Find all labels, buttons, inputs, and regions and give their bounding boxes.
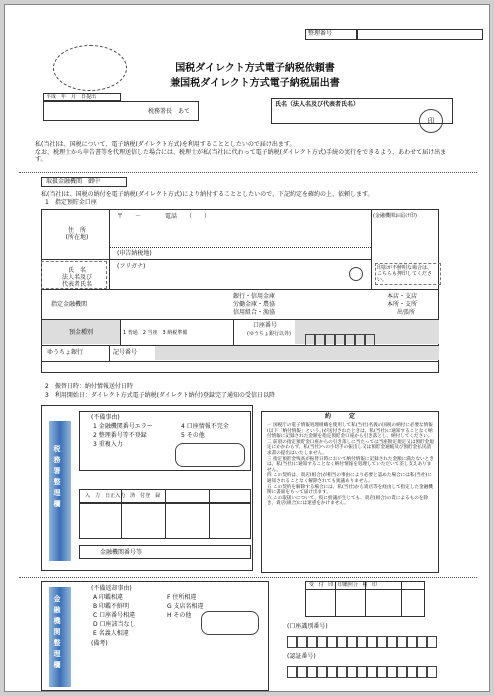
branch-type-1: 本店・支店 (387, 293, 418, 300)
bank-side-label: 金融機関整理欄 (53, 595, 61, 672)
name-seal-circle (349, 267, 363, 281)
bank-section (41, 581, 269, 691)
bank-reason-e: E 名義人相違 (93, 630, 129, 637)
bank-seal-label: (金融機関お届け印) (373, 213, 417, 219)
agreement-item-1: 一 国税庁の電子情報処理組織を使用して私(当社)名義の国税の納付に必要な情報(以下「納付情報」という。)が送付されたときは、私(当社)に通知することなく納付情報に記録された金額を指定預貯金口座から引き落とし、納付してください。 (267, 423, 433, 440)
institution-type-1: 銀行・信用金庫 (233, 293, 276, 300)
bank-remarks: (備考) (91, 640, 108, 647)
bank-reasons-title: (不備返却事由) (91, 585, 132, 592)
yucho-number-label: 記号番号 (113, 349, 138, 356)
institution-type-3: 信用組合・漁協 (233, 309, 276, 316)
bank-reason-h: H その他 (167, 612, 192, 619)
intro-line-2: なお、税理士から申告書等を代理送信した場合には、税理士が私(当社)に代わって電子納税(ダイレクト方式)手続の実行をできるよう、あわせて届け出ます。 (35, 149, 447, 163)
item-3-start: 3 利用開始日：ダイレクト方式電子納税(ダイレクト納付)登録完了通知の受信日以降 (45, 392, 276, 399)
account-type-label: 預金種別 (69, 329, 94, 336)
tax-reason-2: 2 整理番号等不登録 (93, 432, 147, 439)
account-number-label: 口座番号 (253, 322, 278, 329)
agreement-item-3: 三 指定預貯金残高が振替日時において納付情報に記録された金額に満たないときは、私(当社)に通知することなく納付情報を処理していただいて差し支えありません。 (267, 456, 434, 473)
bank-reason-d: D 口座該当なし (93, 621, 136, 628)
bank-reason-b: B 印鑑不鮮明 (93, 603, 130, 610)
receipt-stamp-area (53, 45, 127, 91)
form-title-2: 兼国税ダイレクト方式電子納税届出書 (170, 78, 340, 89)
yucho-label: ゆうちょ銀行 (47, 349, 84, 356)
bank-other-field[interactable] (201, 611, 259, 635)
tax-reasons-title: (不備事由) (91, 414, 120, 421)
intro-line-1: 私(当社)は、国税について、電子納税(ダイレクト方式)を利用することとしたいので届け出ます。 (35, 141, 296, 148)
institution-label: 指定金融機関 (51, 301, 88, 308)
agreement-item-4: 四 この契約は、貴店(組合)が相当の事由により必要と認めた場合には私(当社)に通知されることなく解除されても異議ありません。 (267, 473, 432, 484)
receipt-grid-header: 受 付 印 印鑑照合 検 印 (309, 582, 378, 588)
record-number-label: (認証番号) (287, 653, 316, 660)
account-types: 1 普通 2 当座 3 納税準備 (123, 330, 188, 336)
agreement-item-6: 六 この取扱いについて、仮に紛議が生じても、貴店(組合)の責によるものを除き、貴店(組合)には迷惑をかけません。 (267, 495, 429, 507)
seal-note: 印影が不鮮明な場合は、 こちらも押印してください。 (375, 263, 441, 285)
tax-office-side-label: 税務署整理欄 (53, 445, 61, 511)
account-id-boxes[interactable] (287, 633, 437, 652)
ref-number-field[interactable] (357, 29, 483, 40)
agreement-item-2: 二 前項の指定預貯金口座からの引き落しに当たっては当座勘定規定又は預貯金規定にかかわらず、私(当社)への小切手の振出し又は預貯金通帳及び預貯金払戻請求書の提出はいたしません。 (267, 439, 434, 456)
item-2-transfer: 2 振替日時：納付情報送付日時 (45, 383, 133, 390)
input-columns: 入 力 日正入力 済 付登 録 (85, 493, 161, 499)
bank-reason-f: F 住所相違 (167, 594, 197, 601)
bank-reason-a: A 印鑑相違 (93, 594, 124, 601)
tax-reason-5: 5 その他 (181, 432, 205, 439)
name-dashed-box (41, 261, 107, 289)
bank-request-text: 私(当社)は、国税の納付を電子納税(ダイレクト方式)により納付することとしたいので、下記約定を確約の上、依頼します。 (41, 191, 374, 198)
furigana-label: (フリガナ) (117, 263, 146, 270)
tax-address-label: (申告納税地) (117, 250, 152, 257)
agreement-text (267, 423, 435, 507)
postal-phone-label: 〒 － 電話 （ ） (117, 213, 211, 220)
branch-type-2: 本所・支所 (387, 301, 418, 308)
agreement-title: 約 定 (325, 413, 356, 420)
branch-type-3: 出張所 (397, 309, 416, 316)
tax-office-addressee: 税務署長 あて (43, 101, 199, 121)
tax-reason-4: 4 口座情報不完全 (181, 423, 229, 430)
cut-line-2 (19, 577, 477, 578)
record-number-boxes[interactable] (287, 663, 437, 682)
account-id-label: (口座識別番号) (287, 623, 328, 630)
tax-reason-3: 3 重複入力 (93, 441, 123, 448)
bank-reason-g: G 支店名相違 (167, 603, 204, 610)
cut-line (19, 172, 477, 173)
agreement-item-5: 五 この契約を解除する場合には、私(当社)から貴店等を経由して指定した金融機関に書面をもって届け出ます。 (267, 484, 433, 496)
institution-type-2: 労働金庫・農協 (233, 301, 276, 308)
seal-mark: 印 (419, 109, 443, 133)
item-1-account: 1 指定預貯金口座 (45, 199, 97, 206)
other-reason-field[interactable] (175, 443, 245, 467)
ref-number-label: 整理番号 (305, 29, 357, 40)
tax-reason-1: 1 金融機関番号エラー (93, 423, 153, 430)
bank-number-label: 金融機関番号等 (79, 545, 251, 559)
yucho-shaded (155, 346, 439, 360)
name-label: 氏 名 法人名及び 代表者氏名 (61, 267, 92, 288)
tax-form-page (4, 4, 490, 692)
address-label: 住 所 (所在地) (65, 227, 89, 241)
form-title-1: 国税ダイレクト方式電子納税依頼書 (175, 63, 335, 74)
bank-addressee: 取扱金融機関 御中 (41, 177, 127, 187)
applicant-name-label: 氏名（法人名及び代表者氏名） (275, 101, 360, 108)
submission-date: 平成 年 月 日提出 (43, 93, 121, 101)
bank-reason-c: C 口座番号相違 (93, 612, 136, 619)
account-number-note: (ゆうちょ銀行以外) (247, 331, 291, 337)
